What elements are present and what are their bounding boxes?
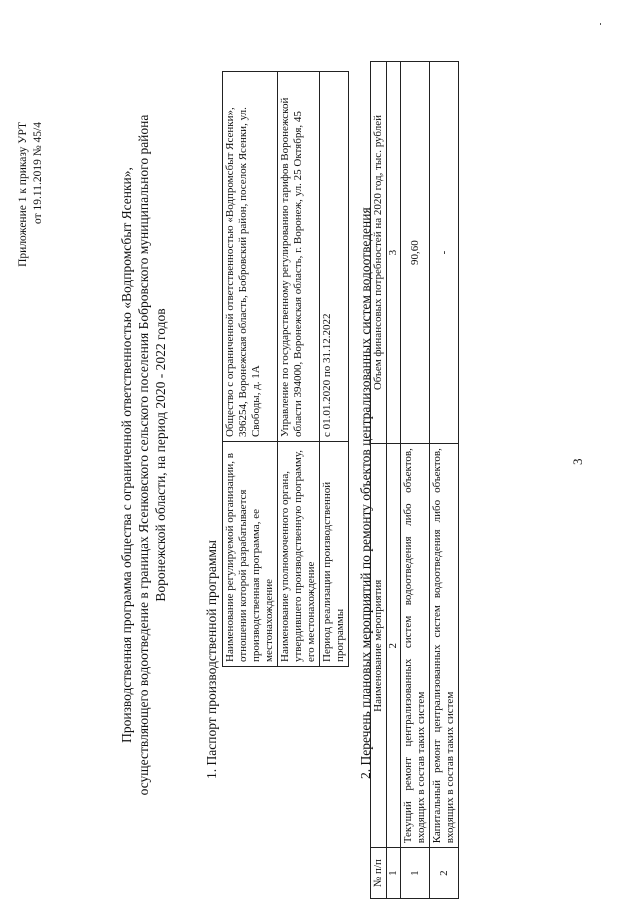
measure-amount: 90,60 — [401, 62, 430, 444]
title-line-3: Воронежской области, на период 2020 - 2022 годов — [153, 308, 168, 602]
section-1-heading: 1. Паспорт производственной программы — [204, 540, 219, 779]
column-header-amount: Объем финансовых потребностей на 2020 год, тыс. рублей — [371, 62, 387, 444]
measure-amount: - — [430, 62, 459, 444]
table-row — [320, 72, 349, 667]
row-number: 1 — [401, 848, 430, 899]
section-2-heading: 2. Перечень плановых мероприятий по ремонту объектов централизованных систем водоотведения — [358, 207, 373, 779]
scan-mark — [600, 23, 601, 25]
title-line-2: осуществляющего водоотведение в границах Ясенковского сельского поселения Бобровского муниципального района — [136, 114, 151, 796]
page-number: 3 — [570, 458, 585, 465]
repair-measures-table — [370, 61, 459, 899]
table-row — [278, 72, 320, 667]
program-passport-table — [222, 71, 349, 667]
appendix-note — [16, 122, 46, 267]
column-index: 3 — [387, 62, 401, 444]
column-index: 1 — [387, 848, 401, 899]
column-header-number: № п/п — [371, 848, 387, 899]
title-line-1: Производственная программа общества с ограниченной ответственностью «Водпромсбыт Ясенки», — [119, 167, 134, 743]
passport-key: Период реализации производственной программы — [320, 442, 349, 667]
appendix-line-1: Приложение 1 к приказу УРТ — [17, 122, 29, 267]
passport-value: с 01.01.2020 по 31.12.2022 — [320, 72, 349, 442]
table-row — [401, 62, 430, 899]
table-header-row — [371, 62, 387, 899]
table-row — [430, 62, 459, 899]
column-index-row — [387, 62, 401, 899]
row-number: 2 — [430, 848, 459, 899]
measure-name: Текущий ремонт централизованных систем водоотведения либо объектов, входящих в состав таких систем — [401, 444, 430, 848]
column-header-name: Наименование мероприятия — [371, 444, 387, 848]
passport-value: Управление по государственному регулированию тарифов Воронежской области 394000, Воронежская область, г. Воронеж, ул. 25 Октября, 45 — [278, 72, 320, 442]
document-title — [118, 85, 169, 825]
column-index: 2 — [387, 444, 401, 848]
passport-key: Наименование уполномоченного органа, утвердившего производственную программу, его местонахождение — [278, 442, 320, 667]
appendix-line-2: от 19.11.2019 № 45/4 — [32, 122, 44, 224]
measure-name: Капитальный ремонт централизованных систем водоотведения либо объектов, входящих в состав таких систем — [430, 444, 459, 848]
table-row — [223, 72, 278, 667]
passport-value: Общество с ограниченной ответственностью «Водпромсбыт Ясенки», 396254, Воронежская область, Бобровский район, поселок Ясенки, ул. Свободы, д. 1А — [223, 72, 278, 442]
passport-key: Наименование регулируемой организации, в отношении которой разрабатывается производственная программа, ее местонахождение — [223, 442, 278, 667]
